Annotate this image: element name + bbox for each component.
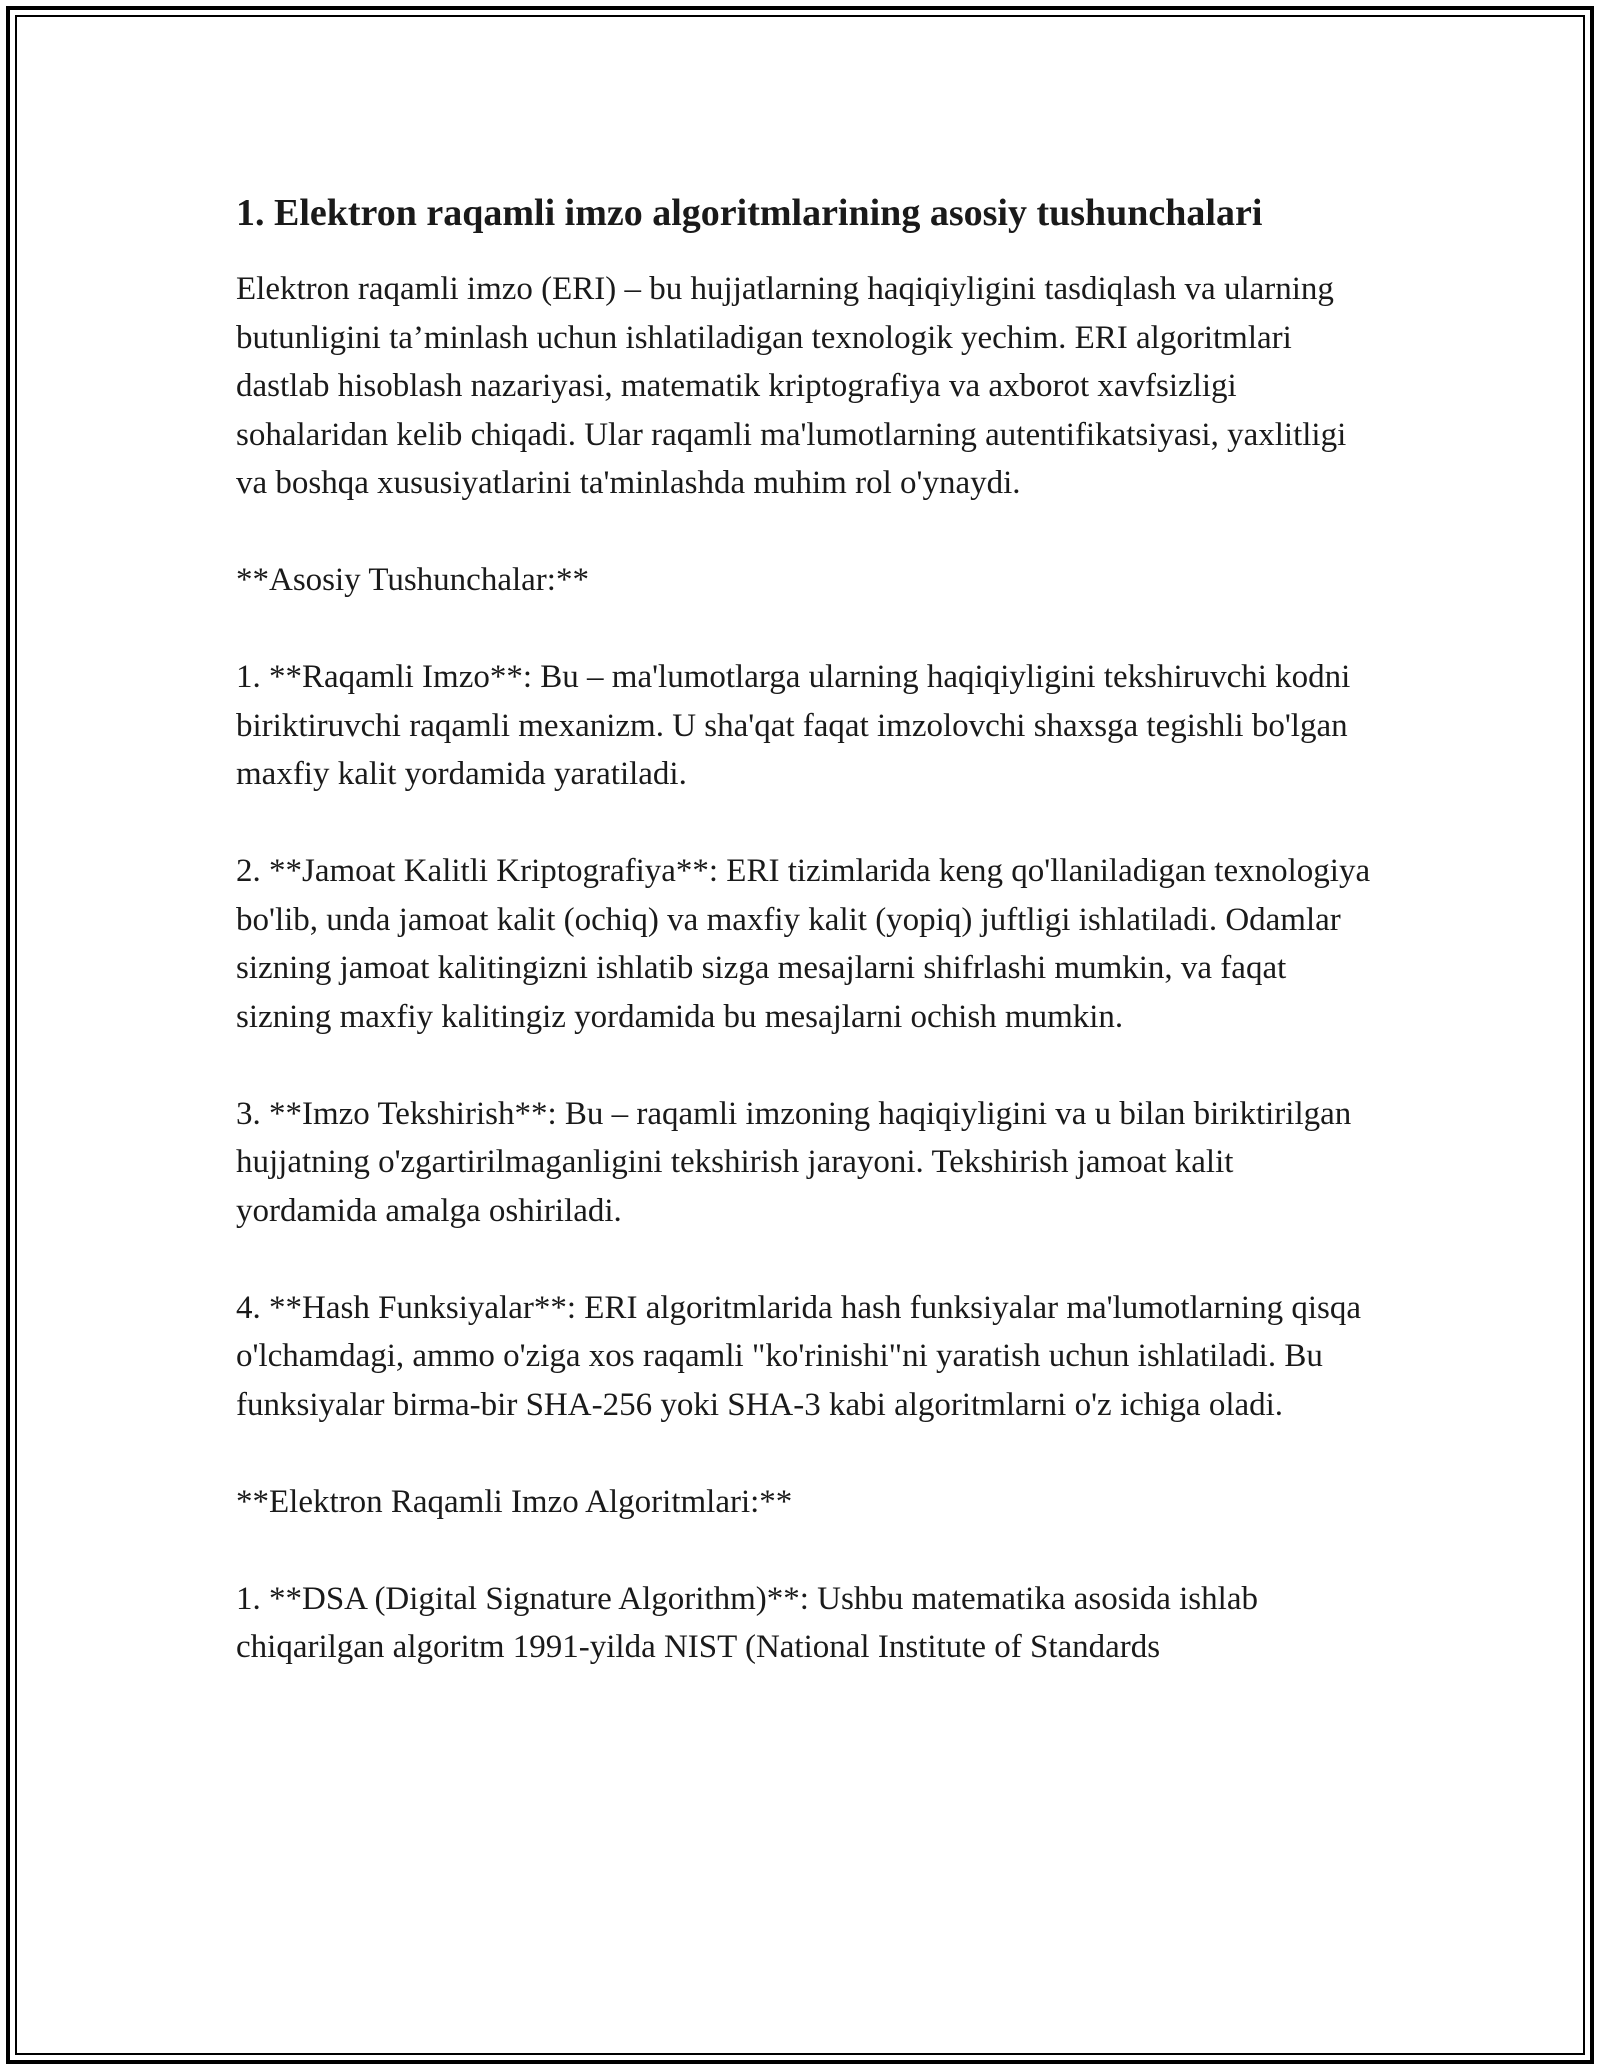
document-body xyxy=(236,186,1379,1672)
paragraph-spacer xyxy=(236,508,1376,557)
list-item-signature-verification: 3. **Imzo Tekshirish**: Bu – raqamli imzoning haqiqiyligini va u bilan biriktirilgan hujjatning o'zgartirilmaganligini tekshirish jarayoni. Tekshirish jamoat kalit yordamida amalga oshiriladi. xyxy=(236,1095,1360,1229)
list-item-dsa: 1. **DSA (Digital Signature Algorithm)**: Ushbu matematika asosida ishlab chiqarilgan algoritm 1991-yilda NIST (National Institute of Standards xyxy=(236,1580,1267,1665)
document-title: 1. Elektron raqamli imzo algoritmlarining asosiy tushunchalari xyxy=(236,192,1263,234)
intro-paragraph: Elektron raqamli imzo (ERI) – bu hujjatlarning haqiqiyligini tasdiqlash va ularning butunligini ta’minlash uchun ishlatiladigan texnologik yechim. ERI algoritmlari dastlab hisoblash nazariyasi, matematik kriptografiya va axborot xavfsizligi sohalaridan kelib chiqadi. Ular raqamli ma'lumotlarning autentifikatsiyasi, yaxlitligi va boshqa xususiyatlarini ta'minlashda muhim rol o'ynaydi. xyxy=(236,271,1355,501)
section-heading-basic-concepts: **Asosiy Tushunchalar:** xyxy=(236,562,589,598)
list-item-digital-signature: 1. **Raqamli Imzo**: Bu – ma'lumotlarga ularning haqiqiyligini tekshiruvchi kodni biriktiruvchi raqamli mexanizm. U sha'qat faqat imzolovchi shaxsga tegishli bo'lgan maxfiy kalit yordamida yaratiladi. xyxy=(236,659,1359,792)
list-item-public-key-cryptography: 2. **Jamoat Kalitli Kriptografiya**: ERI tizimlarida keng qo'llaniladigan texnologiya bo'lib, unda jamoat kalit (ochiq) va maxfiy kalit (yopiq) juftligi ishlatiladi. Odamlar sizning jamoat kalitingizni ishlatib sizga mesajlarni shifrlashi mumkin, va faqat sizning maxfiy kalitingiz yordamida bu mesajlarni ochish mumkin. xyxy=(236,853,1379,1035)
paragraph-spacer xyxy=(236,1526,1376,1575)
section-heading-algorithms: **Elektron Raqamli Imzo Algoritmlari:** xyxy=(236,1483,793,1520)
paragraph-spacer xyxy=(236,605,1376,654)
paragraph-spacer xyxy=(236,1429,1376,1478)
paragraph-spacer xyxy=(236,1235,1376,1284)
paragraph-spacer xyxy=(236,799,1376,848)
list-item-hash-functions: 4. **Hash Funksiyalar**: ERI algoritmlarida hash funksiyalar ma'lumotlarning qisqa o'lchamdagi, ammo o'ziga xos raqamli "ko'rinishi"ni yaratish uchun ishlatiladi. Bu funksiyalar birma-bir SHA-256 yoki SHA-3 kabi algoritmlarni o'z ichiga oladi. xyxy=(236,1289,1370,1423)
paragraph-spacer xyxy=(236,1041,1376,1090)
